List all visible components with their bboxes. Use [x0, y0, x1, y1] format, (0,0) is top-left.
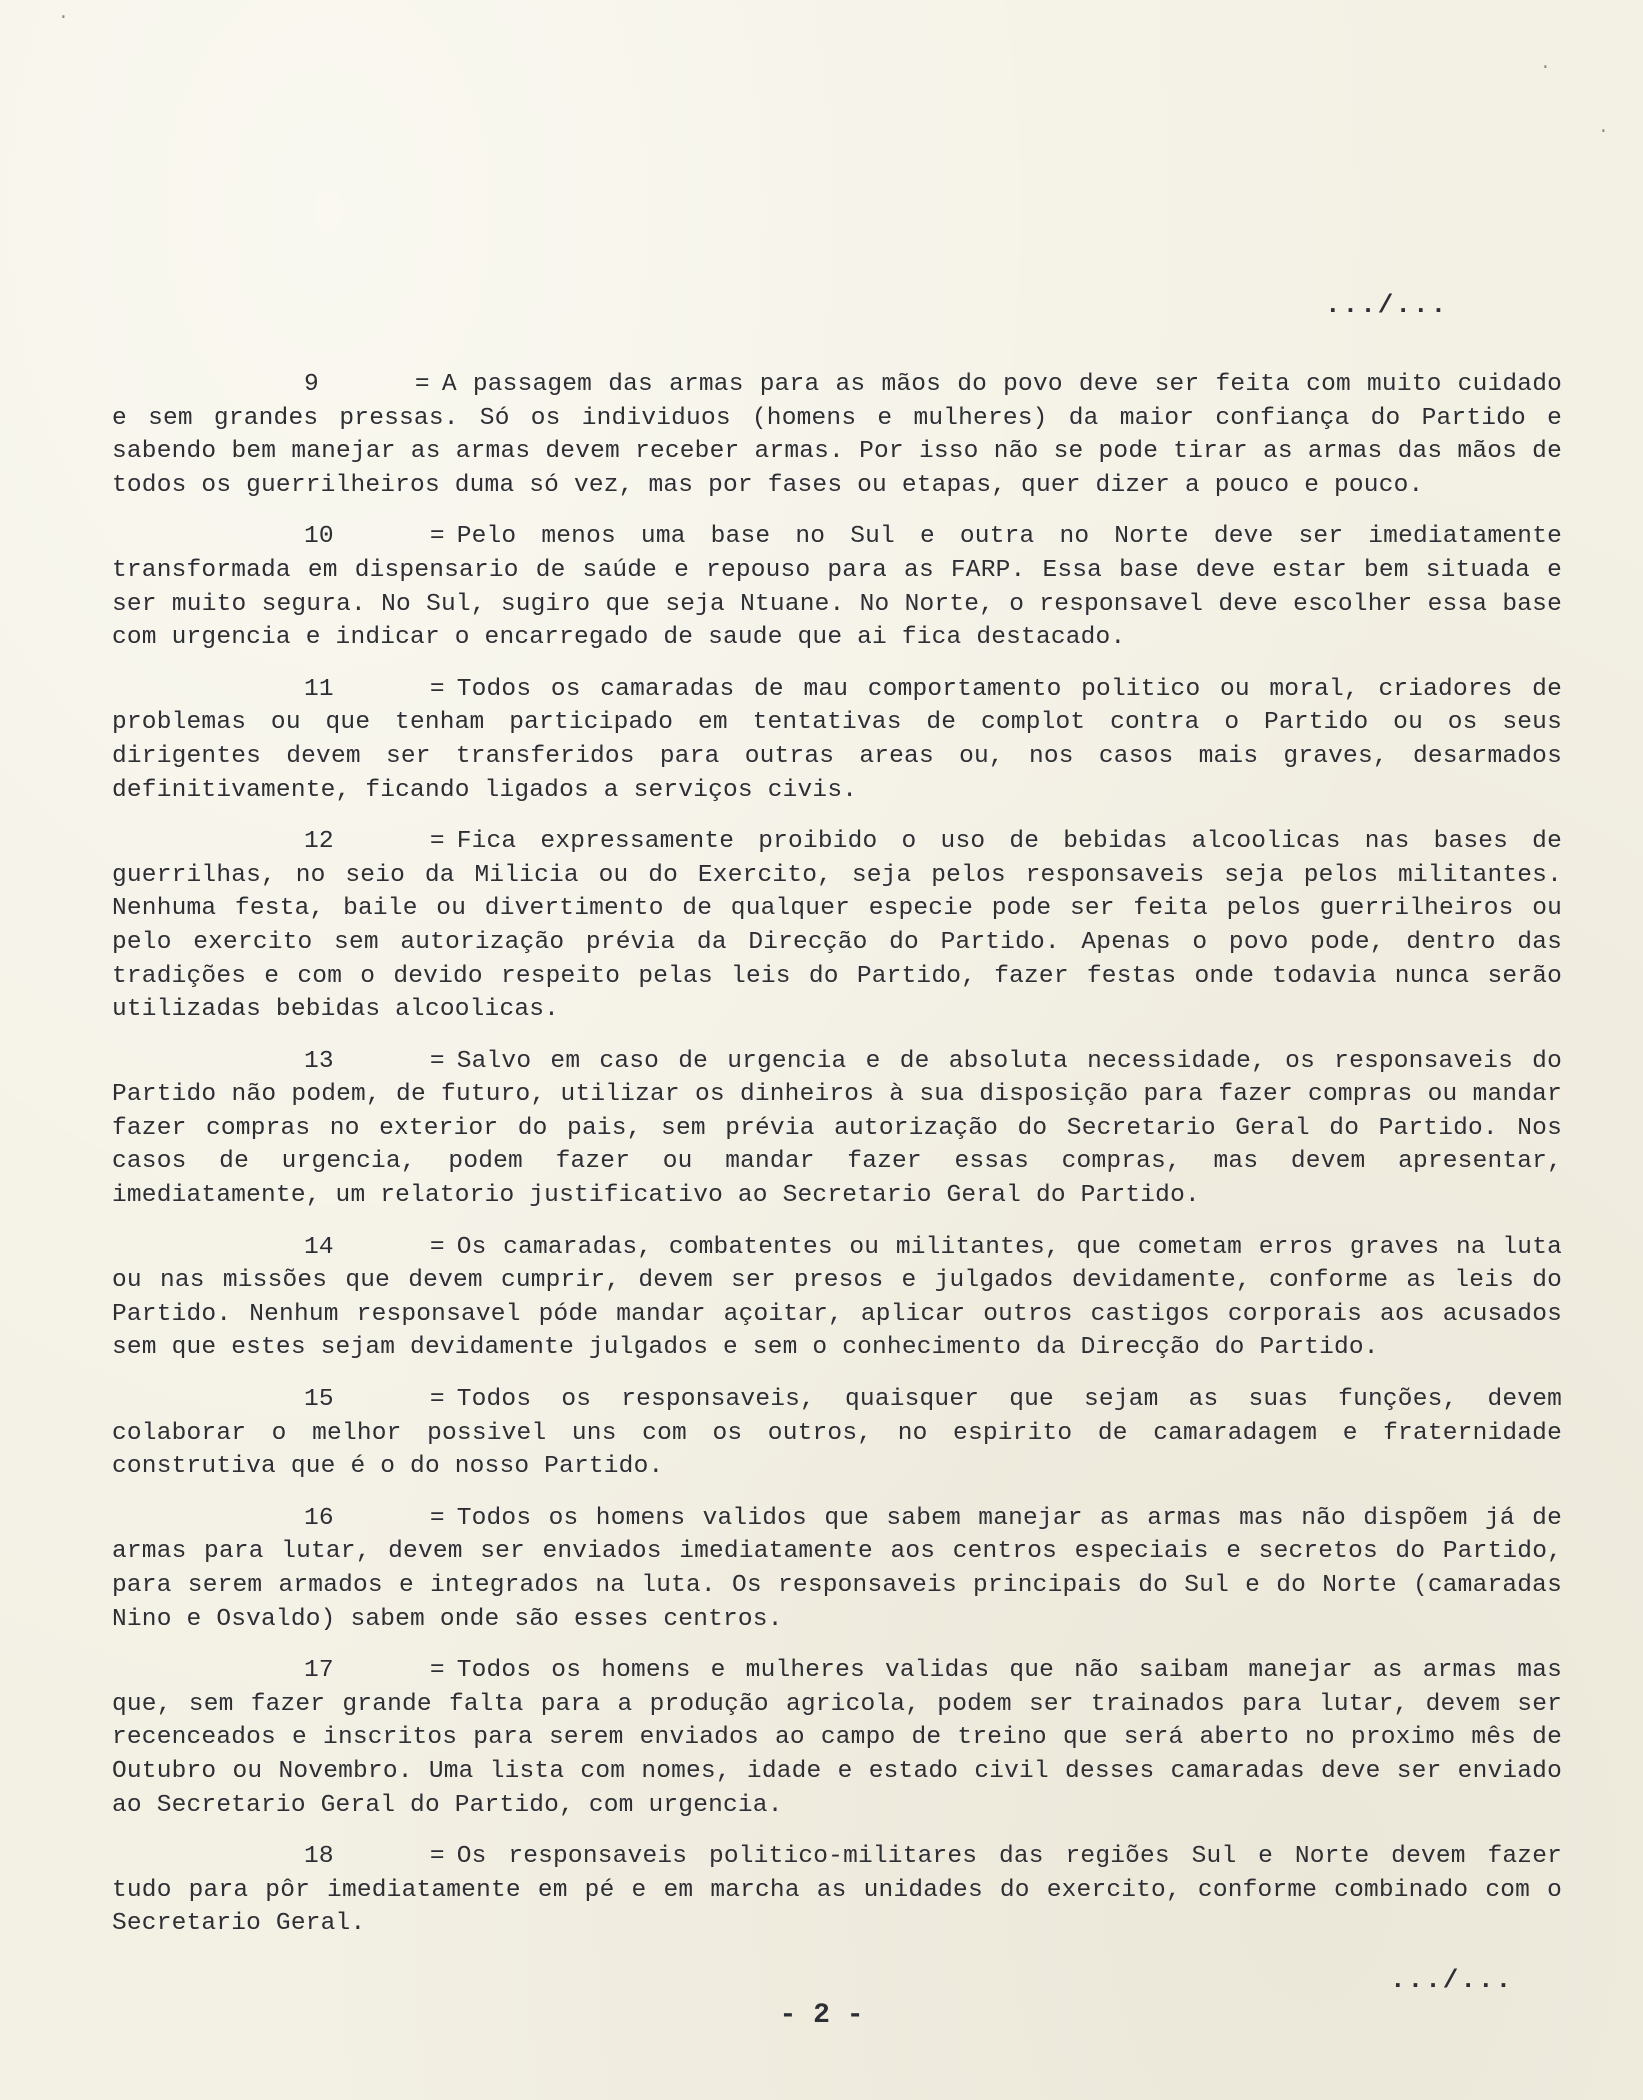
paragraph-text: Fica expressamente proibido o uso de bebidas alcoolicas nas bases de guerrilhas, no seio da Milicia ou do Exercito, seja pelos responsaveis seja pelos militantes. Nenhuma festa, baile ou divertimento de qualquer especie pode ser feita pelos guerrilheiros ou pelo exercito sem autorização prévia da Direcção do Partido. Apenas o povo pode, dentro das tradições e com o devido respeito pelas leis do Partido, fazer festas onde todavia nunca serão utilizadas bebidas alcoolicas. — [112, 828, 1562, 1024]
continuation-marker-top: .../... — [1325, 290, 1449, 320]
paragraph-10 — [112, 520, 1562, 654]
paragraph-separator: = — [414, 371, 430, 398]
paragraph-text: Todos os homens e mulheres validas que não saibam manejar as armas mas que, sem fazer grande falta para a produção agricola, podem ser trainados para lutar, devem ser recenceados e inscritos para serem enviados ao campo de treino que será aberto no proximo mês de Outubro ou Novembro. Uma lista com nomes, idade e estado civil desses camaradas deve ser enviado ao Secretario Geral do Partido, com urgencia. — [112, 1657, 1562, 1819]
paragraph-separator: = — [429, 1843, 445, 1871]
paragraph-number: 18 — [304, 1843, 334, 1871]
paragraph-15 — [112, 1383, 1562, 1484]
paragraph-text: A passagem das armas para as mãos do povo deve ser feita com muito cuidado e sem grandes pressas. Só os individuos (homens e mulheres) da maior confiança do Partido e sabendo bem manejar as armas devem receber armas. Por isso não se pode tirar as armas das mãos de todos os guerrilheiros duma só vez, mas por fases ou etapas, quer dizer a pouco e pouco. — [112, 371, 1562, 499]
paragraph-number: 10 — [304, 523, 334, 551]
paragraph-text: Todos os camaradas de mau comportamento politico ou moral, criadores de problemas ou que tenham participado em tentativas de complot contra o Partido ou os seus dirigentes devem ser transferidos para outras areas ou, nos casos mais graves, desarmados definitivamente, ficando ligados a serviços civis. — [112, 675, 1562, 804]
paragraph-14 — [112, 1231, 1562, 1365]
paragraph-number: 16 — [304, 1504, 334, 1532]
paragraph-number: 9 — [304, 371, 319, 398]
scan-speck: · — [1540, 58, 1551, 78]
paragraph-separator: = — [429, 1504, 445, 1532]
paragraph-text: Os responsaveis politico-militares das regiões Sul e Norte devem fazer tudo para pôr imediatamente em pé e em marcha as unidades do exercito, conforme combinado com o Secretario Geral. — [112, 1843, 1562, 1938]
paragraph-number: 11 — [304, 675, 334, 703]
paragraph-text: Todos os homens validos que sabem manejar as armas mas não dispõem já de armas para lutar, devem ser enviados imediatamente aos centros especiais e secretos do Partido, para serem armados e integrados na luta. Os responsaveis principais do Sul e do Norte (camaradas Nino e Osvaldo) sabem onde são esses centros. — [112, 1504, 1562, 1633]
paragraph-separator: = — [429, 1047, 445, 1075]
paragraph-separator: = — [429, 1386, 445, 1414]
paragraph-text: Todos os responsaveis, quaisquer que sejam as suas funções, devem colaborar o melhor possivel uns com os outros, no espirito de camaradagem e fraternidade construtiva que é o do nosso Partido. — [112, 1386, 1562, 1481]
paragraph-separator: = — [429, 1233, 445, 1261]
paragraph-11 — [112, 673, 1562, 807]
paragraph-text: Os camaradas, combatentes ou militantes, que cometam erros graves na luta ou nas missões que devem cumprir, devem ser presos e julgados devidamente, conforme as leis do Partido. Nenhum responsavel póde mandar açoitar, aplicar outros castigos corporais aos acusados sem que estes sejam devidamente julgados e sem o conhecimento da Direcção do Partido. — [112, 1233, 1562, 1362]
paragraph-16 — [112, 1502, 1562, 1636]
document-body — [112, 368, 1562, 1959]
paragraph-separator: = — [429, 523, 445, 551]
paragraph-text: Pelo menos uma base no Sul e outra no Norte deve ser imediatamente transformada em dispensario de saúde e repouso para as FARP. Essa base deve estar bem situada e ser muito segura. No Sul, sugiro que seja Ntuane. No Norte, o responsavel deve escolher essa base com urgencia e indicar o encarregado de saude que ai fica destacado. — [112, 523, 1562, 652]
paragraph-13 — [112, 1045, 1562, 1213]
paragraph-18 — [112, 1840, 1562, 1941]
paragraph-number: 15 — [304, 1386, 334, 1414]
paragraph-separator: = — [429, 1657, 445, 1685]
continuation-marker-bottom: .../... — [1390, 1965, 1514, 1995]
paragraph-12 — [112, 825, 1562, 1027]
scan-speck: · — [1598, 122, 1609, 142]
paragraph-number: 17 — [304, 1657, 334, 1685]
paragraph-17 — [112, 1654, 1562, 1822]
paragraph-text: Salvo em caso de urgencia e de absoluta necessidade, os responsaveis do Partido não podem, de futuro, utilizar os dinheiros à sua disposição para fazer compras ou mandar fazer compras no exterior do pais, sem prévia autorização do Secretario Geral do Partido. Nos casos de urgencia, podem fazer ou mandar fazer essas compras, mas devem apresentar, imediatamente, um relatorio justificativo ao Secretario Geral do Partido. — [112, 1047, 1562, 1210]
paragraph-9 — [112, 368, 1562, 502]
scan-speck: · — [58, 8, 69, 28]
paragraph-number: 14 — [304, 1233, 334, 1261]
page-number: - 2 - — [779, 2000, 864, 2031]
paragraph-number: 12 — [304, 828, 334, 856]
paragraph-number: 13 — [304, 1047, 334, 1075]
paragraph-separator: = — [429, 828, 445, 856]
paragraph-separator: = — [429, 675, 445, 703]
